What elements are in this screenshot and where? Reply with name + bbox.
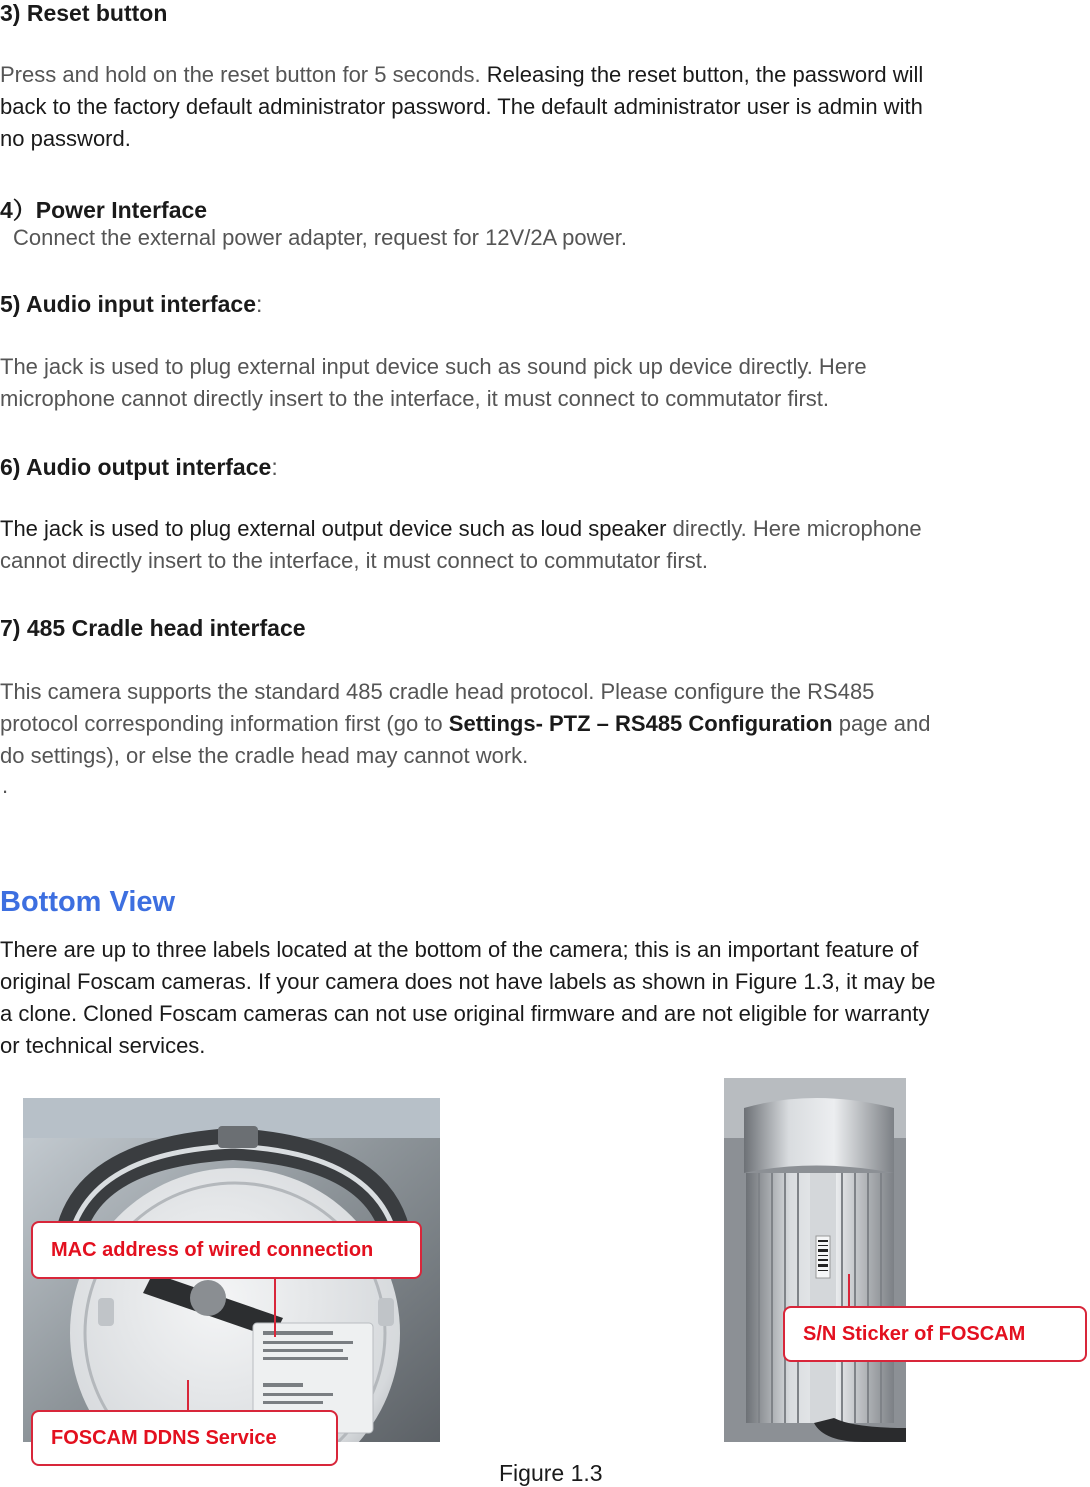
- audio-input-colon: :: [256, 291, 263, 317]
- ddns-service-callout: FOSCAM DDNS Service: [31, 1410, 338, 1466]
- cradle-heading: 7) 485 Cradle head interface: [0, 615, 306, 641]
- cradle-line3: do settings), or else the cradle head may cannot work.: [0, 743, 529, 768]
- stray-dot: .: [2, 773, 9, 798]
- audio-input-line1: The jack is used to plug external input device such as sound pick up device directly. Here: [0, 354, 867, 379]
- audio-output-line2: cannot directly insert to the interface, it must connect to commutator first.: [0, 548, 708, 573]
- cradle-line2-end: page and: [832, 711, 931, 736]
- cradle-line1: This camera supports the standard 485 cradle head protocol. Please configure the RS485: [0, 679, 875, 704]
- figure-caption: Figure 1.3: [499, 1460, 603, 1486]
- reset-text-dark: Releasing the reset button, the password will: [486, 62, 924, 87]
- cradle-line2-start: protocol corresponding information first (go to: [0, 711, 449, 736]
- bottom-line4: or technical services.: [0, 1033, 206, 1058]
- bottom-line1: There are up to three labels located at the bottom of the camera; this is an important feature of: [0, 937, 919, 962]
- audio-output-text-gray: directly. Here microphone: [666, 516, 922, 541]
- bottom-line3: a clone. Cloned Foscam cameras can not use original firmware and are not eligible for warranty: [0, 1001, 930, 1026]
- reset-text-line3: no password.: [0, 126, 131, 151]
- power-text: Connect the external power adapter, request for 12V/2A power.: [13, 225, 627, 250]
- sn-sticker-callout: S/N Sticker of FOSCAM: [783, 1306, 1087, 1362]
- settings-path: Settings- PTZ – RS485 Configuration: [448, 711, 833, 736]
- audio-output-heading-text: 6) Audio output interface: [0, 454, 272, 480]
- bottom-line2: original Foscam cameras. If your camera does not have labels as shown in Figure 1.3, it may be: [0, 969, 936, 994]
- reset-text-line2: back to the factory default administrator password. The default administrator user is admin with: [0, 94, 923, 119]
- reset-heading: 3) Reset button: [0, 0, 168, 26]
- audio-output-colon: :: [271, 454, 278, 480]
- bottom-view-title: Bottom View: [0, 886, 176, 918]
- audio-output-text-dark: The jack is used to plug external output device such as loud speaker: [0, 516, 667, 541]
- reset-text-gray: Press and hold on the reset button for 5 seconds.: [0, 62, 487, 87]
- audio-input-heading-text: 5) Audio input interface: [0, 291, 256, 317]
- mac-address-callout: MAC address of wired connection: [31, 1221, 422, 1279]
- audio-input-line2: microphone cannot directly insert to the interface, it must connect to commutator first.: [0, 386, 830, 411]
- power-heading: 4）Power Interface: [0, 197, 208, 223]
